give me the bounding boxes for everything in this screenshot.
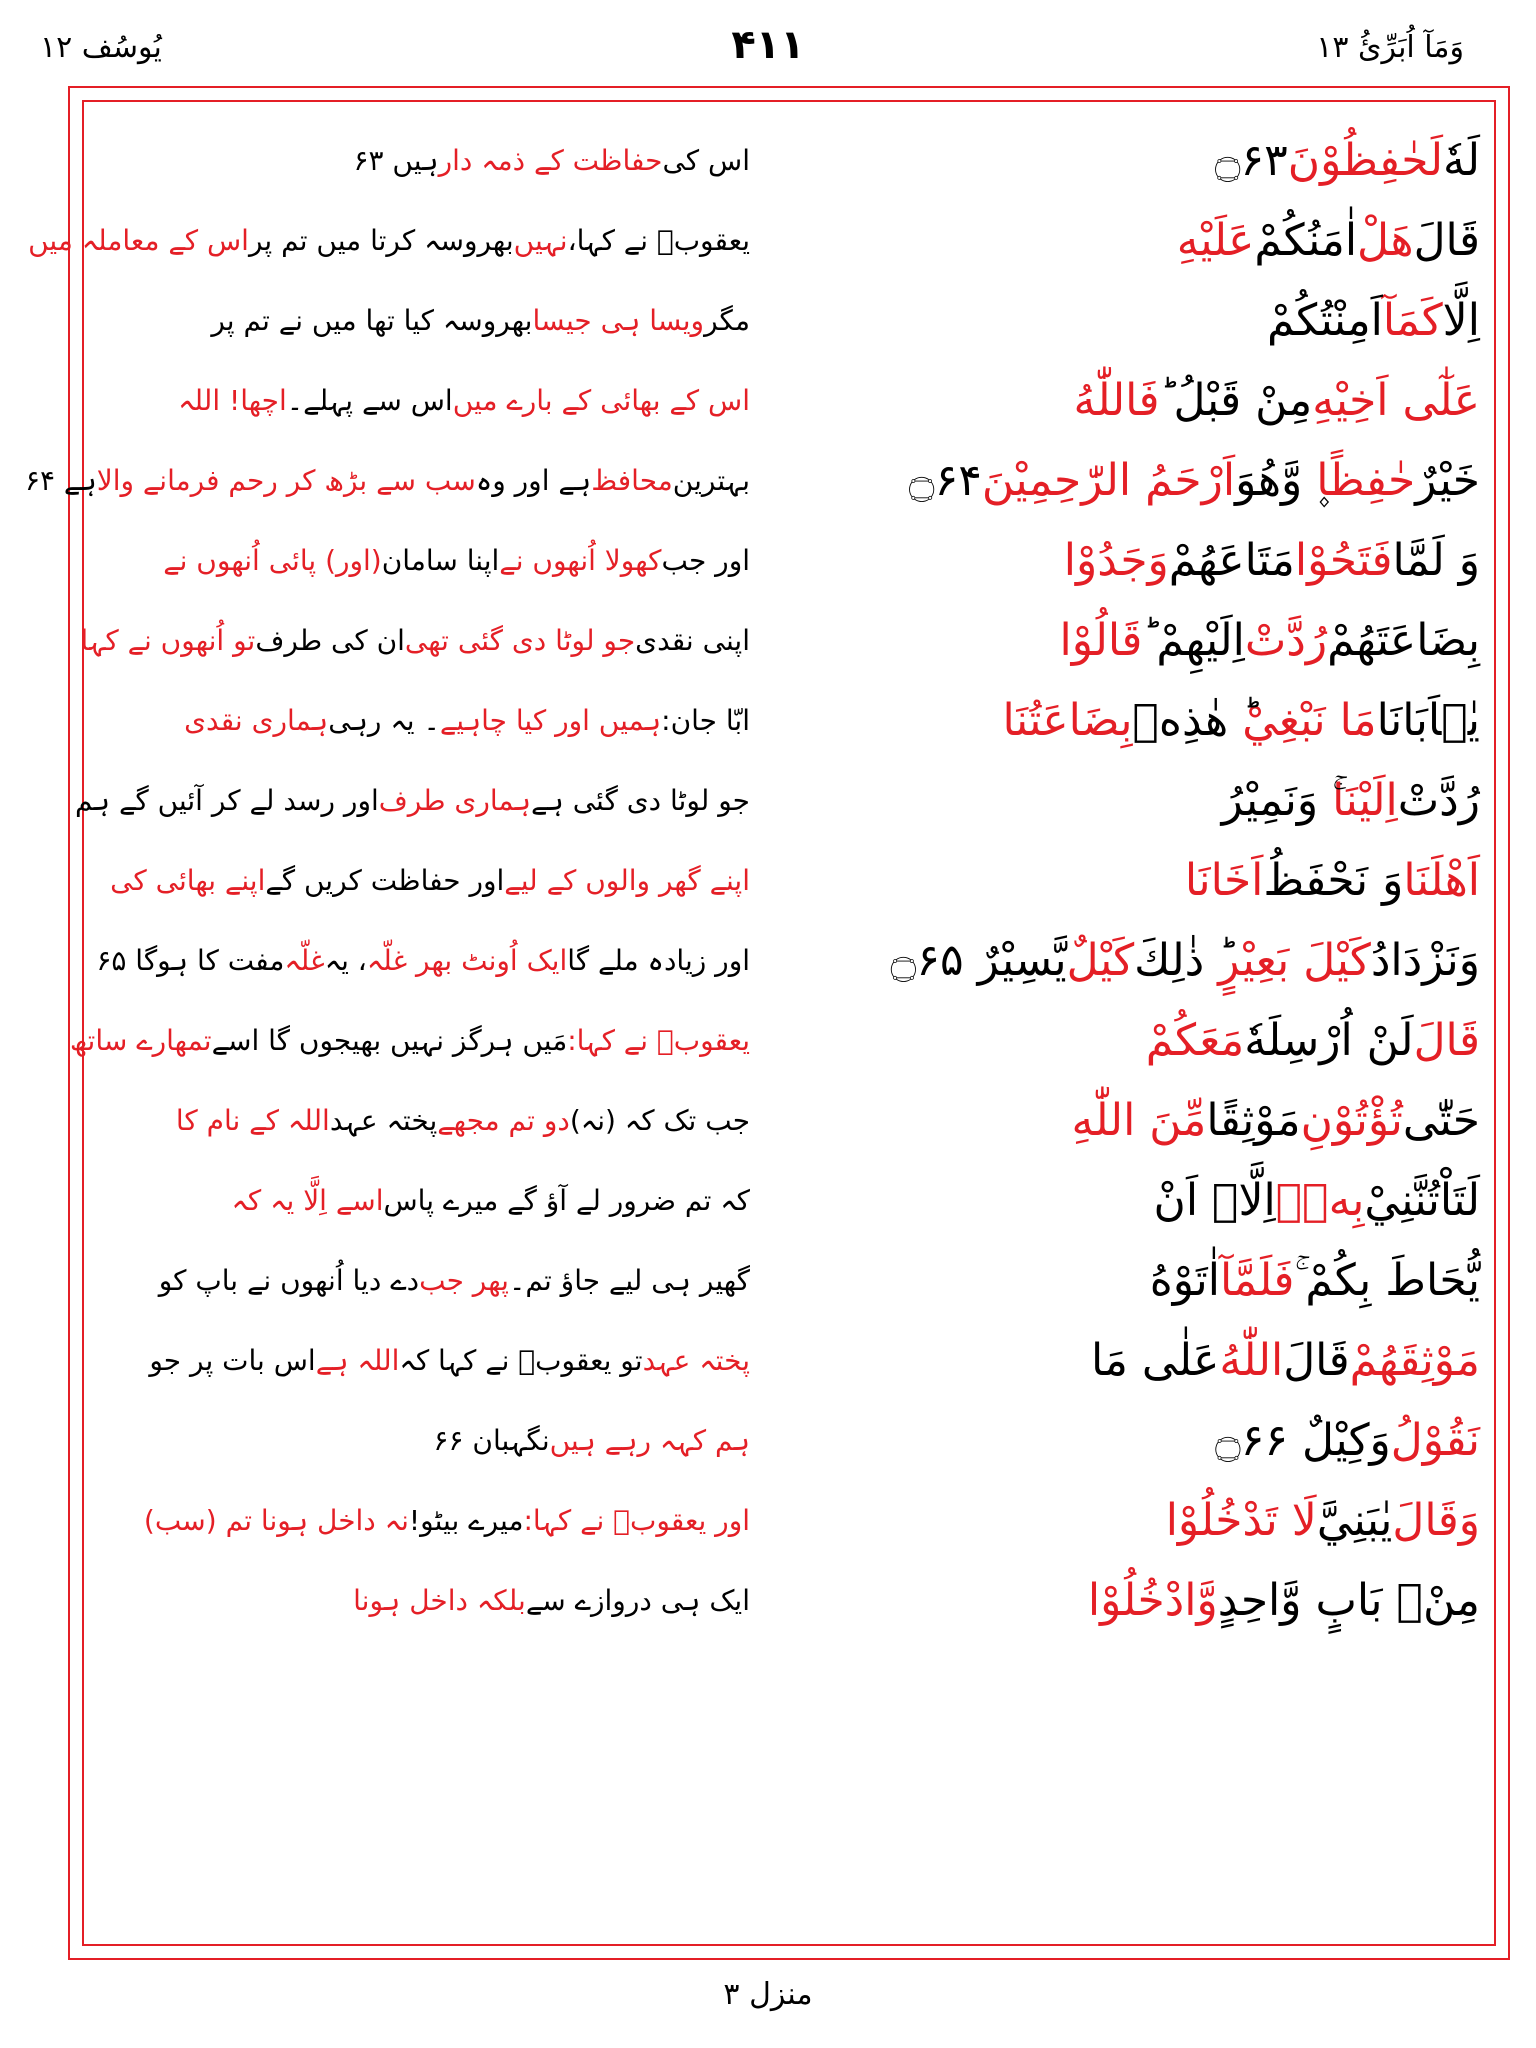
urdu-translation-line-segment: محافظ <box>591 463 673 497</box>
arabic-verse-line-segment: مَا نَبْغِيْ <box>1242 694 1377 746</box>
arabic-text-column <box>790 120 1480 1640</box>
arabic-verse-line-segment: يَّسِيْرٌ ۝۶۵ <box>890 934 1067 986</box>
arabic-verse-line-segment: لَحٰفِظُوْنَ <box>1287 134 1443 186</box>
urdu-translation-line-segment: تو یعقوبؑ نے کہا کہ <box>399 1343 643 1377</box>
arabic-verse-line-segment: كَيْلٌ <box>1066 934 1135 986</box>
urdu-translation-line-segment: ہماری نقدی <box>184 703 329 737</box>
arabic-verse-line <box>790 600 1480 680</box>
urdu-translation-line-segment: کھولا اُنھوں نے <box>499 543 662 577</box>
arabic-verse-line <box>790 680 1480 760</box>
arabic-verse-line-segment: لَنْ اُرْسِلَهٗ <box>1244 1014 1414 1066</box>
arabic-verse-line <box>790 520 1480 600</box>
arabic-verse-line-segment: فَاللّٰهُ <box>1073 374 1160 426</box>
urdu-translation-line-segment: ہے اور وہ <box>475 463 592 497</box>
urdu-translation-line <box>69 1000 750 1080</box>
urdu-translation-line-segment: جو لوٹا دی گئی ہے <box>530 783 750 817</box>
urdu-translation-line-segment: بھروسہ کرتا میں تم پر <box>248 223 514 257</box>
urdu-translation-line-segment: اس کے بھائی کے بارے میں <box>452 383 750 417</box>
urdu-translation-line <box>28 200 750 280</box>
urdu-translation-line-segment: بہترین <box>672 463 750 497</box>
urdu-translation-line <box>100 1160 750 1240</box>
urdu-translation-line-segment: کہ تم ضرور لے آؤ گے میرے پاس <box>383 1183 750 1217</box>
urdu-translation-line-segment: ۔ یہ رہی <box>328 703 440 737</box>
arabic-verse-line-segment: عَلَيْهِ <box>1176 214 1255 266</box>
urdu-translation-line-segment: ہے ۶۴ <box>24 463 97 497</box>
arabic-verse-line-segment: ۪ وَّهُوَ <box>1235 454 1317 506</box>
urdu-translation-line-segment: مَیں ہرگز نہیں بھیجوں گا اسے <box>211 1023 568 1057</box>
urdu-translation-line-segment: اپنے بھائی کی <box>110 863 266 897</box>
urdu-translation-line-segment: اس سے پہلے۔ <box>286 383 453 417</box>
arabic-verse-line-segment: لَهٗ <box>1443 134 1480 186</box>
urdu-translation-line-segment: پھر جب <box>419 1263 509 1297</box>
urdu-translation-line-segment: جو لوٹا دی گئی تھی <box>404 623 636 657</box>
urdu-translation-line-segment: ہماری طرف <box>378 783 531 817</box>
urdu-translation-line <box>100 680 750 760</box>
urdu-translation-line-segment: نہیں <box>513 223 568 257</box>
arabic-verse-line <box>790 1560 1480 1640</box>
urdu-translation-line-segment: حفاظت کے ذمہ دار <box>438 143 663 177</box>
arabic-verse-line-segment: يٰۤاَبَانَا <box>1376 694 1480 746</box>
urdu-translation-line <box>96 920 750 1000</box>
urdu-translation-line-segment: اور حفاظت کریں گے <box>265 863 505 897</box>
urdu-translation-line-segment: اور زیادہ ملے گا <box>567 943 750 977</box>
urdu-translation-line-segment: (اور) پائی اُنھوں نے <box>163 543 382 577</box>
arabic-verse-line-segment: نَقُوْلُ <box>1390 1414 1480 1466</box>
urdu-translation-line-segment: پختہ عہد <box>329 1103 438 1137</box>
arabic-verse-line-segment: اِلَيْنَا <box>1332 774 1398 826</box>
arabic-verse-line-segment: رُدَّتْ <box>1244 614 1328 666</box>
arabic-verse-line-segment: اَمِنْتُكُمْ <box>1266 294 1383 346</box>
urdu-translation-line-segment: سب سے بڑھ کر رحم فرمانے والا <box>96 463 476 497</box>
arabic-verse-line <box>790 360 1480 440</box>
arabic-verse-line-segment: حٰفِظًا <box>1316 454 1416 506</box>
urdu-translation-line-segment: اور یعقوبؑ نے کہا: <box>523 1503 750 1537</box>
arabic-verse-line-segment: مِّنَ اللّٰهِ <box>1071 1094 1207 1146</box>
urdu-translation-line <box>100 1480 750 1560</box>
arabic-verse-line-segment: بِهٖۤ <box>1275 1174 1365 1226</box>
arabic-verse-line-segment: اَهْلَنَا <box>1403 854 1480 906</box>
arabic-verse-line-segment: وَنَزْدَادُ <box>1370 934 1480 986</box>
urdu-translation-line <box>100 1320 750 1400</box>
arabic-verse-line-segment: اَخَانَا <box>1184 854 1264 906</box>
arabic-verse-line-segment: لَا تَدْخُلُوْا <box>1165 1494 1317 1546</box>
urdu-translation-line <box>100 120 750 200</box>
arabic-verse-line <box>790 280 1480 360</box>
arabic-verse-line-segment: وَّادْخُلُوْا <box>1087 1574 1218 1626</box>
urdu-translation-line-segment: اپنی نقدی <box>635 623 750 657</box>
arabic-verse-line <box>790 1320 1480 1400</box>
urdu-translation-line-segment: غلّہ <box>284 943 325 977</box>
arabic-verse-line <box>790 840 1480 920</box>
arabic-verse-line <box>790 1000 1480 1080</box>
arabic-verse-line <box>790 1080 1480 1160</box>
arabic-verse-line-segment: مَوْثِقًا <box>1206 1094 1301 1146</box>
arabic-verse-line-segment: بِضَاعَتَهُمْ <box>1327 614 1480 666</box>
arabic-verse-line-segment: ۝۶۴ <box>908 454 982 506</box>
urdu-translation-line <box>100 1080 750 1160</box>
arabic-verse-line-segment: اللّٰهُ <box>1219 1334 1284 1386</box>
arabic-verse-line-segment: رُدَّتْ <box>1397 774 1480 826</box>
urdu-translation-line-segment: ہم کہہ رہے ہیں <box>549 1423 750 1457</box>
arabic-verse-line-segment: وَجَدُوْا <box>1063 534 1169 586</box>
arabic-verse-line-segment: قَالَ <box>1413 214 1480 266</box>
urdu-translation-line-segment: دے دیا اُنھوں نے باپ کو <box>158 1263 420 1297</box>
urdu-translation-line <box>100 360 750 440</box>
arabic-verse-line-segment: لَتَاْتُنَّنِيْ <box>1364 1174 1480 1226</box>
arabic-verse-line-segment: عَلٰٓى اَخِيْهِ <box>1312 374 1480 426</box>
urdu-translation-line-segment: بلکہ داخل ہونا <box>353 1583 526 1617</box>
urdu-translation-line-segment: اس کے معاملہ میں <box>28 223 249 257</box>
urdu-translation-line <box>100 520 750 600</box>
arabic-verse-line-segment: مَوْثِقَهُمْ <box>1349 1334 1480 1386</box>
arabic-verse-line <box>790 920 1480 1000</box>
arabic-verse-line <box>790 200 1480 280</box>
urdu-translation-line-segment: نگہبان ۶۶ <box>433 1423 550 1457</box>
arabic-verse-line-segment: قَالُوْا <box>1059 614 1143 666</box>
arabic-verse-line-segment: خَيْرٌ <box>1415 454 1480 506</box>
arabic-verse-line-segment: هَلْ <box>1357 214 1414 266</box>
urdu-translation-line-segment: ان کی طرف <box>255 623 405 657</box>
arabic-verse-line-segment: ؕ ذٰلِكَ <box>1134 934 1219 986</box>
urdu-translation-line-segment: بھروسہ کیا تھا میں نے تم پر <box>211 303 533 337</box>
arabic-verse-line-segment: اٰمَنُكُمْ <box>1254 214 1358 266</box>
arabic-verse-line-segment: مِنْ قَبْلُ ؕ <box>1159 374 1313 426</box>
arabic-verse-line-segment: وَ نَحْفَظُ <box>1263 854 1404 906</box>
urdu-translation-line <box>100 1400 750 1480</box>
urdu-translation-line-segment: اور رسد لے کر آئیں گے ہم <box>75 783 379 817</box>
urdu-translation-line-segment: اللہ کے نام کا <box>175 1103 330 1137</box>
arabic-verse-line-segment: مَعَكُمْ <box>1145 1014 1245 1066</box>
arabic-verse-line-segment: قَالَ <box>1283 1334 1350 1386</box>
urdu-translation-line-segment: تو اُنھوں نے کہا <box>80 623 256 657</box>
arabic-verse-line-segment: وَقَالَ <box>1392 1494 1480 1546</box>
arabic-verse-line-segment: ۝۶۳ <box>1214 134 1288 186</box>
arabic-verse-line-segment: اِلَيْهِمْ ؕ <box>1142 614 1245 666</box>
arabic-verse-line-segment: كَيْلَ بَعِيْرٍ <box>1218 934 1371 986</box>
urdu-translation-line-segment: دو تم مجھے <box>437 1103 570 1137</box>
page-number: ۴۱۱ <box>731 22 805 68</box>
urdu-translation-line-segment: اور جب <box>661 543 750 577</box>
urdu-translation-line-segment: نہ داخل ہونا تم (سب) <box>143 1503 409 1537</box>
arabic-verse-line-segment: وَكِيْلٌ ۝۶۶ <box>1214 1414 1391 1466</box>
urdu-translation-line <box>75 760 750 840</box>
urdu-translation-line-segment: ہمیں اور کیا چاہیے <box>439 703 662 737</box>
arabic-verse-line <box>790 120 1480 200</box>
urdu-translation-line-segment: مگر <box>704 303 750 337</box>
arabic-verse-line-segment: بِضَاعَتُنَا <box>1002 694 1133 746</box>
urdu-translation-line-segment: اللہ ہے <box>315 1343 400 1377</box>
urdu-translation-column <box>24 120 750 1640</box>
arabic-verse-line <box>790 1160 1480 1240</box>
arabic-verse-line-segment: اَرْحَمُ الرّٰحِمِيْنَ <box>981 454 1236 506</box>
urdu-translation-line <box>80 600 750 680</box>
arabic-verse-line-segment: تُؤْتُوْنِ <box>1300 1094 1403 1146</box>
arabic-verse-line-segment: قَالَ <box>1413 1014 1480 1066</box>
urdu-translation-line-segment: ہیں ۶۳ <box>353 143 439 177</box>
urdu-translation-line-segment: اچھا! اللہ <box>178 383 287 417</box>
arabic-verse-line-segment: اِلَّاۤ اَنْ <box>1153 1174 1276 1226</box>
urdu-translation-line <box>100 840 750 920</box>
urdu-translation-line-segment: اسے اِلَّا یہ کہ <box>231 1183 384 1217</box>
arabic-verse-line-segment: ؕ هٰذِهٖ <box>1132 694 1243 746</box>
arabic-verse-line <box>790 1240 1480 1320</box>
arabic-verse-line <box>790 1400 1480 1480</box>
arabic-verse-line-segment: حَتّٰى <box>1402 1094 1480 1146</box>
arabic-verse-line-segment: اٰتَوْهُ <box>1149 1254 1220 1306</box>
urdu-translation-line-segment: تمھارے ساتھ <box>69 1023 212 1057</box>
arabic-verse-line-segment: ۚ وَنَمِيْرُ <box>1221 774 1333 826</box>
arabic-verse-line-segment: يُّحَاطَ بِكُمْ ۚ <box>1294 1254 1480 1306</box>
arabic-verse-line-segment: وَ لَمَّا <box>1392 534 1480 586</box>
urdu-translation-line-segment: جب تک کہ (نہ) <box>569 1103 750 1137</box>
surah-name-header: یُوسُف ۱۲ <box>40 30 162 65</box>
urdu-translation-line-segment: پختہ عہد <box>642 1343 750 1377</box>
urdu-translation-line-segment: مفت کا ہوگا ۶۵ <box>96 943 285 977</box>
urdu-translation-line-segment: گھیر ہی لیے جاؤ تم۔ <box>508 1263 750 1297</box>
urdu-translation-line-segment: اپنے گھر والوں کے لیے <box>504 863 750 897</box>
urdu-translation-line-segment: یعقوبؑ نے کہا: <box>567 1023 750 1057</box>
manzil-footer: منزل ۳ <box>723 1977 813 2012</box>
arabic-verse-line-segment: اِلَّا <box>1442 294 1480 346</box>
arabic-verse-line-segment: كَمَآ <box>1382 294 1443 346</box>
arabic-verse-line <box>790 1480 1480 1560</box>
arabic-verse-line-segment: مَتَاعَهُمْ <box>1168 534 1295 586</box>
surah-part-header: وَمَآ اُبَرِّئُ ۱۳ <box>1316 30 1464 65</box>
arabic-verse-line <box>790 440 1480 520</box>
urdu-translation-line-segment: ابّا جان: <box>661 703 750 737</box>
urdu-translation-line-segment: ویسا ہی جیسا <box>532 303 705 337</box>
urdu-translation-line-segment: میرے بیٹو! <box>408 1503 524 1537</box>
urdu-translation-line-segment: اس کی <box>662 143 750 177</box>
urdu-translation-line <box>100 280 750 360</box>
arabic-verse-line-segment: فَلَمَّآ <box>1219 1254 1295 1306</box>
urdu-translation-line <box>100 1560 750 1640</box>
urdu-translation-line-segment: ایک ہی دروازے سے <box>525 1583 750 1617</box>
urdu-translation-line-segment: اپنا سامان <box>381 543 500 577</box>
urdu-translation-line-segment: ، یہ <box>324 943 367 977</box>
urdu-translation-line-segment: ایک اُونٹ بھر غلّہ <box>366 943 568 977</box>
urdu-translation-line-segment: اس بات پر جو <box>149 1343 316 1377</box>
arabic-verse-line-segment: يٰبَنِيَّ <box>1316 1494 1393 1546</box>
arabic-verse-line-segment: عَلٰى مَا <box>1090 1334 1220 1386</box>
arabic-verse-line <box>790 760 1480 840</box>
urdu-translation-line <box>24 440 750 520</box>
arabic-verse-line-segment: مِنْۢ بَابٍ وَّاحِدٍ <box>1217 1574 1480 1626</box>
urdu-translation-line <box>100 1240 750 1320</box>
urdu-translation-line-segment: یعقوبؑ نے کہا، <box>567 223 750 257</box>
arabic-verse-line-segment: فَتَحُوْا <box>1294 534 1393 586</box>
